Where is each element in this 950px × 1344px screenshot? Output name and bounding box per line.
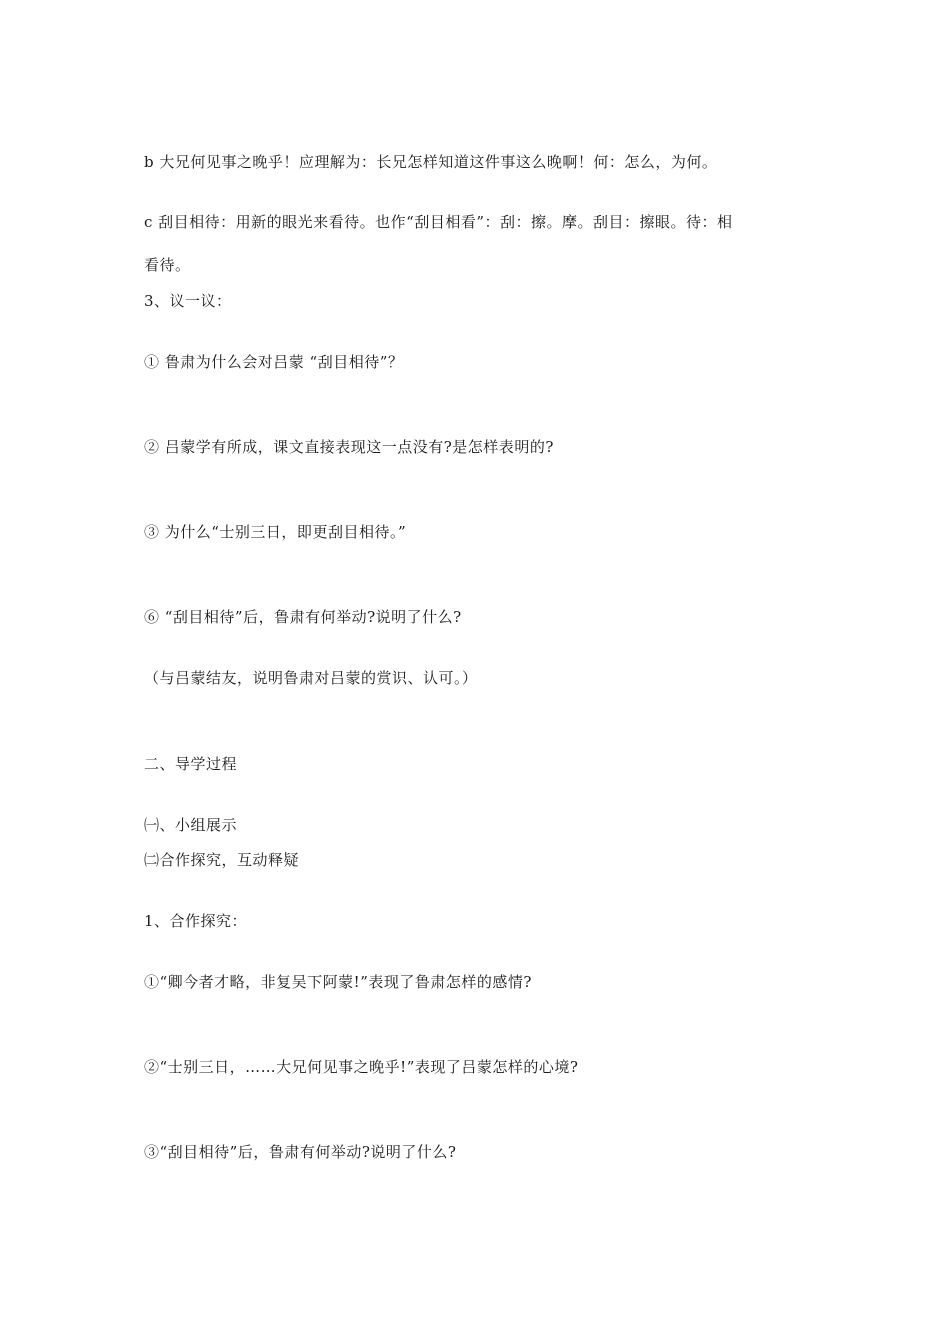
question-1: ① 鲁肃为什么会对吕蒙 “刮目相待”？: [144, 353, 404, 371]
subheading-cooperate: ㈡合作探究，互动释疑: [144, 851, 300, 869]
text-line-note-b: b 大兄何见事之晚乎！应理解为：长兄怎样知道这件事这么晚啊！何：怎么，为何。: [144, 153, 718, 171]
text-line-note-c-cont: 看待。: [144, 256, 191, 274]
section-heading-discuss: 3、议一议：: [144, 292, 232, 310]
text-line-note-c: c 刮目相待：用新的眼光来看待。也作“刮目相看”：刮：擦。摩。刮目：擦眼。待：相: [144, 213, 733, 231]
question-2: ② 吕蒙学有所成，课文直接表现这一点没有?是怎样表明的?: [144, 438, 554, 456]
question-3: ③ 为什么“士别三日，即更刮目相待。”: [144, 523, 407, 541]
section-heading-process: 二、导学过程: [144, 755, 238, 773]
explore-question-1: ①“卿今者才略，非复吴下阿蒙!”表现了鲁肃怎样的感情?: [144, 973, 532, 991]
answer-note: （与吕蒙结友，说明鲁肃对吕蒙的赏识、认可。）: [144, 669, 478, 687]
question-6: ⑥ “刮目相待”后，鲁肃有何举动?说明了什么?: [144, 608, 462, 626]
explore-question-2: ②“士别三日，……大兄何见事之晚乎!”表现了吕蒙怎样的心境?: [144, 1058, 579, 1076]
explore-question-3: ③“刮目相待”后，鲁肃有何举动?说明了什么?: [144, 1143, 457, 1161]
section-heading-explore: 1、合作探究：: [144, 912, 248, 930]
subheading-group-show: ㈠、小组展示: [144, 816, 238, 834]
